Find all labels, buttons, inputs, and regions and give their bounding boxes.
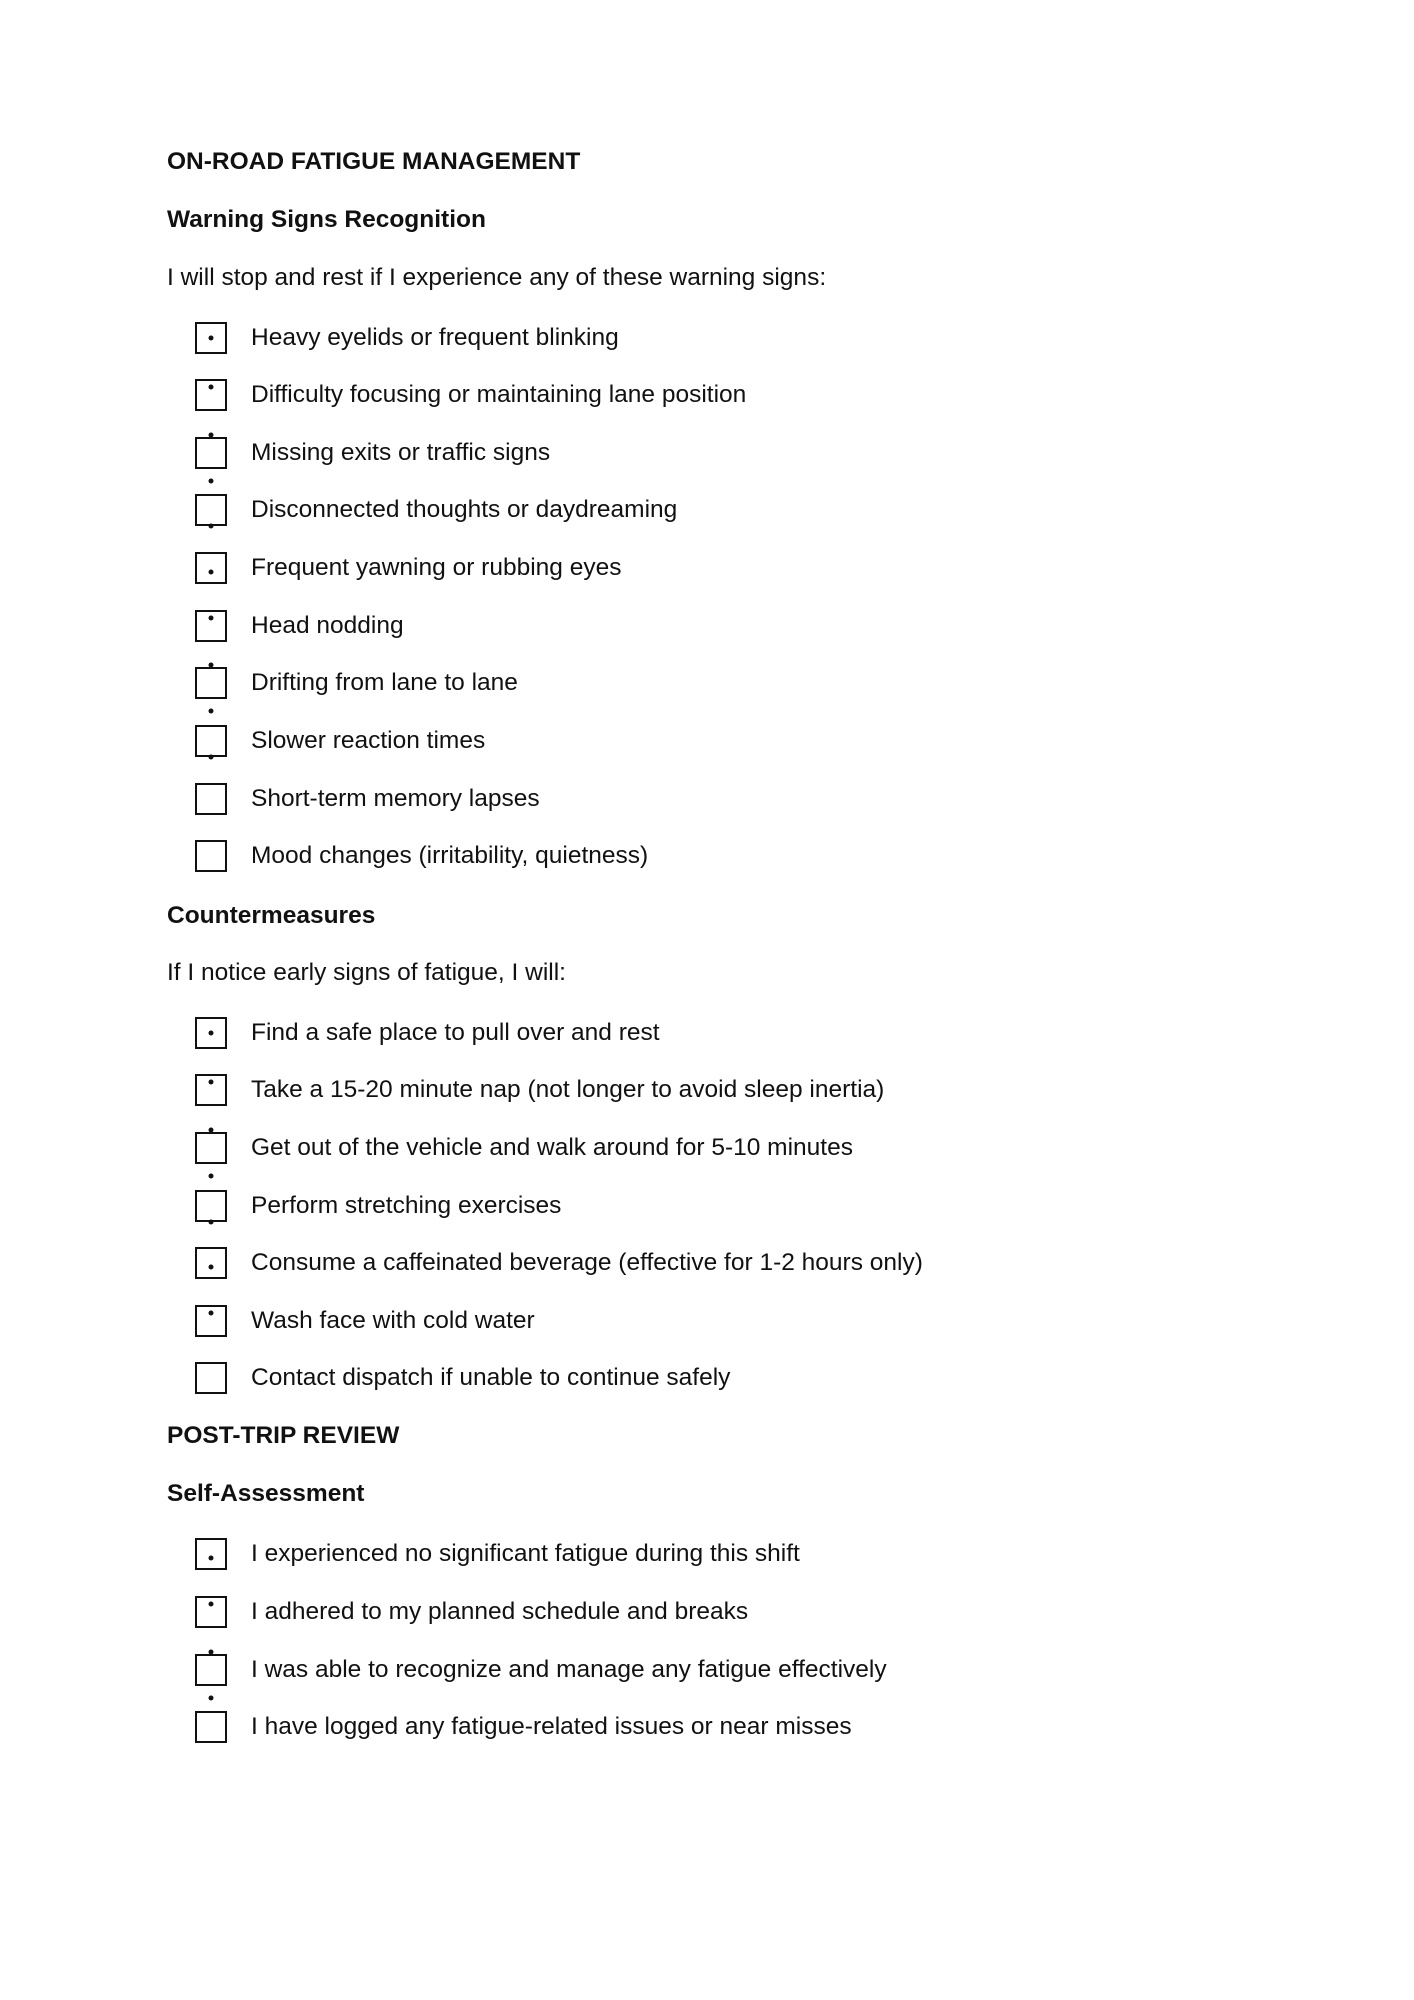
checklist-item-label: Head nodding xyxy=(251,612,404,639)
checkbox[interactable] xyxy=(195,1538,227,1570)
checklist-item[interactable] xyxy=(195,377,746,413)
checkbox[interactable] xyxy=(195,1654,227,1686)
checkbox[interactable] xyxy=(195,1132,227,1164)
checklist-item-label: Frequent yawning or rubbing eyes xyxy=(251,554,622,581)
checklist-item[interactable] xyxy=(195,435,550,471)
checkbox[interactable] xyxy=(195,494,227,526)
section-title-post-trip: POST-TRIP REVIEW xyxy=(167,1422,400,1449)
checklist-item-label: Heavy eyelids or frequent blinking xyxy=(251,324,619,351)
checklist-item[interactable] xyxy=(195,665,518,701)
checklist-item-label: Get out of the vehicle and walk around for 5-10 minutes xyxy=(251,1134,853,1161)
checklist-item-label: Take a 15-20 minute nap (not longer to avoid sleep inertia) xyxy=(251,1076,885,1103)
checkbox[interactable] xyxy=(195,667,227,699)
checklist-item[interactable] xyxy=(195,608,404,644)
checklist-item[interactable] xyxy=(195,550,621,586)
checkbox[interactable] xyxy=(195,840,227,872)
checklist-item-label: I adhered to my planned schedule and breaks xyxy=(251,1598,749,1625)
checkbox[interactable] xyxy=(195,1596,227,1628)
checkbox[interactable] xyxy=(195,1017,227,1049)
checklist-item[interactable] xyxy=(195,1245,923,1281)
checklist-item[interactable] xyxy=(195,1072,884,1108)
checkbox[interactable] xyxy=(195,379,227,411)
checklist-item[interactable] xyxy=(195,1709,852,1745)
checklist-item[interactable] xyxy=(195,492,677,528)
warning-signs-intro: I will stop and rest if I experience any of these warning signs: xyxy=(167,264,827,291)
checklist-item[interactable] xyxy=(195,1015,660,1051)
checklist-item[interactable] xyxy=(195,838,648,874)
checklist-item[interactable] xyxy=(195,1652,887,1688)
checklist-item[interactable] xyxy=(195,1303,535,1339)
subheading-warning-signs: Warning Signs Recognition xyxy=(167,206,486,233)
checklist-item-label: I experienced no significant fatigue during this shift xyxy=(251,1540,800,1567)
checklist-item[interactable] xyxy=(195,723,485,759)
checkbox[interactable] xyxy=(195,552,227,584)
checkbox[interactable] xyxy=(195,783,227,815)
subheading-countermeasures: Countermeasures xyxy=(167,902,376,929)
checklist-item[interactable] xyxy=(195,1130,853,1166)
subheading-self-assessment: Self-Assessment xyxy=(167,1480,365,1507)
checklist-item-label: Find a safe place to pull over and rest xyxy=(251,1019,660,1046)
checkbox[interactable] xyxy=(195,1190,227,1222)
checklist-item[interactable] xyxy=(195,1594,748,1630)
checklist-item-label: Short-term memory lapses xyxy=(251,785,540,812)
checklist-item-label: Drifting from lane to lane xyxy=(251,669,518,696)
checkbox[interactable] xyxy=(195,1247,227,1279)
checklist-item-label: Contact dispatch if unable to continue safely xyxy=(251,1364,731,1391)
section-title-on-road-fatigue: ON-ROAD FATIGUE MANAGEMENT xyxy=(167,148,581,175)
checklist-item-label: Disconnected thoughts or daydreaming xyxy=(251,496,678,523)
checkbox[interactable] xyxy=(195,1074,227,1106)
checklist-item-label: Perform stretching exercises xyxy=(251,1192,562,1219)
checklist-item-label: Missing exits or traffic signs xyxy=(251,439,551,466)
checklist-item[interactable] xyxy=(195,1360,730,1396)
checkbox[interactable] xyxy=(195,1711,227,1743)
checklist-item[interactable] xyxy=(195,320,619,356)
checkbox[interactable] xyxy=(195,725,227,757)
checkbox[interactable] xyxy=(195,1362,227,1394)
countermeasures-intro: If I notice early signs of fatigue, I will: xyxy=(167,959,566,986)
checklist-item-label: Mood changes (irritability, quietness) xyxy=(251,842,649,869)
checklist-item[interactable] xyxy=(195,781,540,817)
checkbox[interactable] xyxy=(195,1305,227,1337)
checklist-item[interactable] xyxy=(195,1188,561,1224)
checklist-item-label: Wash face with cold water xyxy=(251,1307,535,1334)
checkbox[interactable] xyxy=(195,322,227,354)
checkbox[interactable] xyxy=(195,437,227,469)
checklist-item-label: I have logged any fatigue-related issues or near misses xyxy=(251,1713,852,1740)
checklist-item-label: Difficulty focusing or maintaining lane position xyxy=(251,381,747,408)
checkbox[interactable] xyxy=(195,610,227,642)
checklist-item-label: I was able to recognize and manage any fatigue effectively xyxy=(251,1656,887,1683)
checklist-item-label: Consume a caffeinated beverage (effective for 1-2 hours only) xyxy=(251,1249,923,1276)
checklist-item[interactable] xyxy=(195,1536,800,1572)
checklist-item-label: Slower reaction times xyxy=(251,727,486,754)
